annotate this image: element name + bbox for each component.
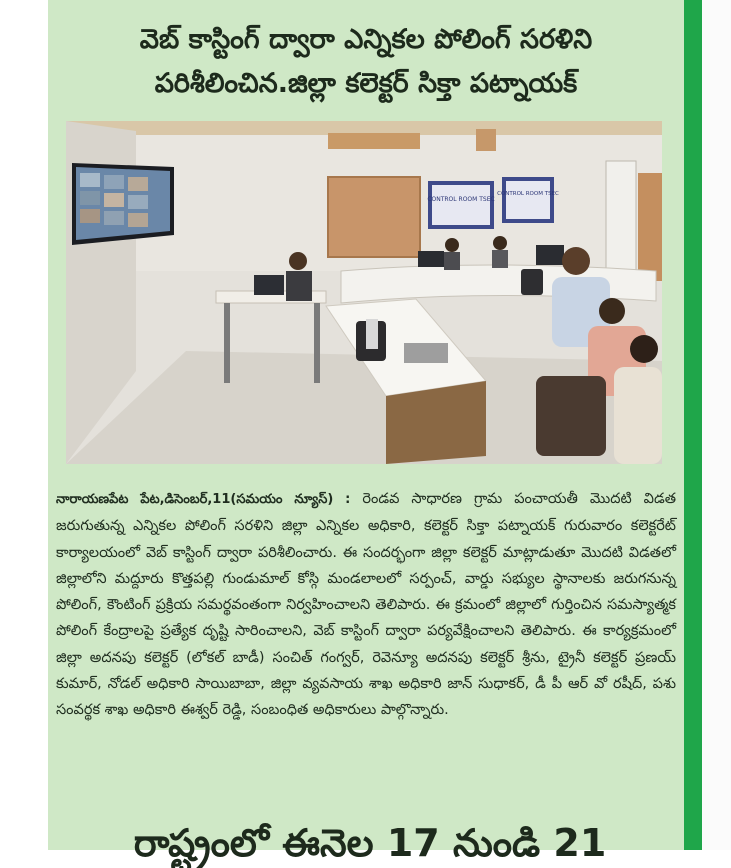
control-room-sign-2: [497, 177, 559, 223]
headline-line-2: పరిశీలించిన.జిల్లా కలెక్టర్ సిక్తా పట్నాయక్: [154, 68, 578, 99]
headline-line-1: వెబ్ కాస్టింగ్ ద్వారా ఎన్నికల పోలింగ్ సరళిని: [139, 24, 593, 55]
green-accent-bar: [684, 0, 702, 850]
sign-2-text: CONTROL ROOM TSEC: [497, 191, 559, 197]
article-body-text: రెండవ సాధారణ గ్రామ పంచాయతీ మొదటి విడత జరుగుతున్న ఎన్నికల పోలింగ్ సరళిని జిల్లా ఎన్నికల అధికారి, కలెక్టర్ సిక్తా పట్నాయక్ గురువారం కలెక్టరేట్ కార్యాలయంలో వెబ్ కాస్టింగ్ ద్వారా పరిశీలించారు. ఈ సందర్భంగా జిల్లా కలెక్టర్ మాట్లాడుతూ మొదటి విడతలో జిల్లాలోని మద్దూరు కొత్తపల్లి గుండుమాల్ కోస్గి మండలాలలో సర్పంచ్, వార్డు సభ్యుల స్థానాలకు జరుగనున్న పోలింగ్, కౌంటింగ్ ప్రక్రియ సమర్థవంతంగా నిర్వహించాలని తెలిపారు. ఈ క్రమంలో జిల్లాలో గుర్తించిన సమస్యాత్మక పోలింగ్ కేంద్రాలపై ప్రత్యేక దృష్టి సారించాలని, వెబ్ కాస్టింగ్ ద్వారా పర్యవేక్షించాలని తెలిపారు. ఈ కార్యక్రమంలో జిల్లా అదనపు కలెక్టర్ (లోకల్ బాడీ) సంచిత్ గంగ్వర్, రెవెన్యూ అదనపు కలెక్టర్ శ్రీను, ట్రైనీ కలెక్టర్ ప్రణయ్ కుమార్, నోడల్ అధికారి సాయిబాబా, జిల్లా వ్యవసాయ శాఖ అధికారి జాన్ సుధాకర్, డీ పీ ఆర్ వో రషీద్, పశు సంవర్థక శాఖ అధికారి ఈశ్వర్ రెడ్డి, సంబంధిత అధికారులు పాల్గొన్నారు.: [56, 491, 677, 719]
sign-1-text: CONTROL ROOM TSEC: [427, 196, 495, 203]
control-room-sign-1: [427, 181, 494, 229]
adjacent-column: [702, 0, 731, 850]
article-body: [56, 486, 676, 724]
article-photo: [66, 121, 662, 464]
monitor-screen: [72, 163, 174, 245]
dateline: నారాయణపేట పేట,డిసెంబర్,11(సమయం న్యూస్) :: [56, 492, 351, 507]
next-article-headline: రాష్ట్రంలో ఈనెల 17 నుండి 21: [133, 821, 607, 865]
control-room-photo: [66, 121, 662, 464]
left-margin: [0, 0, 48, 850]
